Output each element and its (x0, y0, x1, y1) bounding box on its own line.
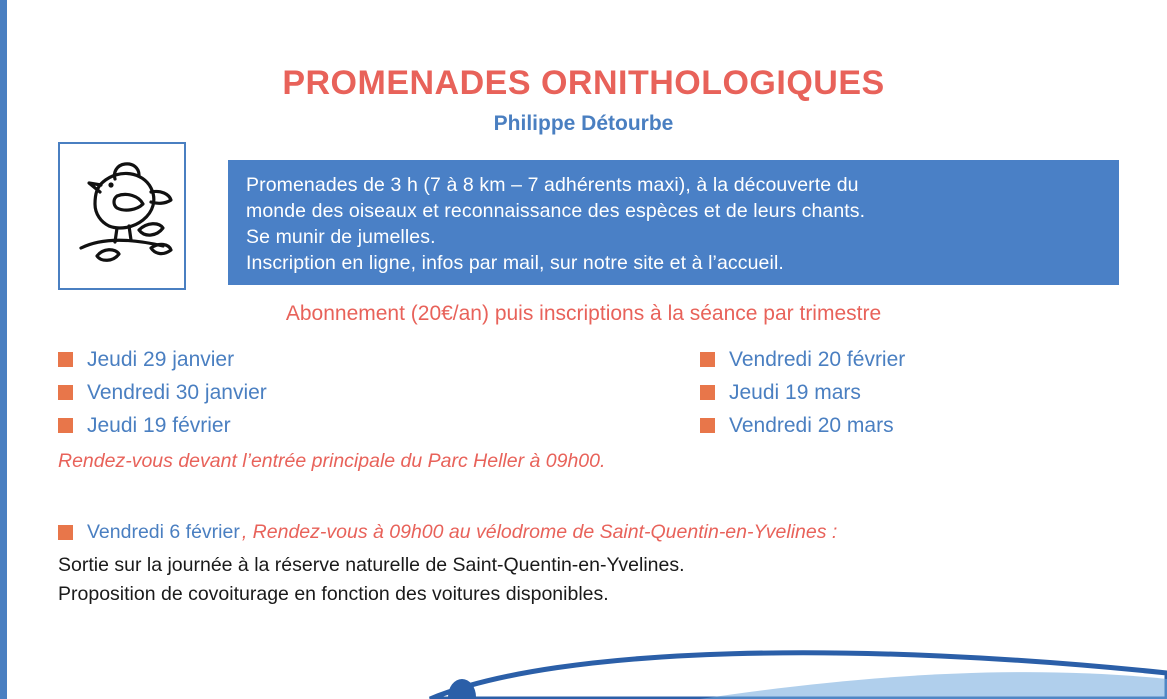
special-outing-note: , Rendez-vous à 09h00 au vélodrome de Saint-Quentin-en-Yvelines : (241, 520, 838, 543)
date-label: Jeudi 19 mars (729, 380, 861, 404)
list-item[interactable] (58, 410, 267, 441)
left-blue-rule (0, 0, 7, 699)
date-label: Vendredi 20 février (729, 347, 906, 371)
square-bullet-icon (58, 385, 73, 400)
date-label: Vendredi 30 janvier (87, 380, 267, 404)
page-subtitle: Philippe Détourbe (493, 112, 674, 135)
list-item[interactable] (58, 377, 267, 408)
description-line-4: Inscription en ligne, infos par mail, sur notre site et à l’accueil. (246, 252, 784, 274)
description-line-2: monde des oiseaux et reconnaissance des espèces et de leurs chants. (246, 200, 866, 222)
page-title: PROMENADES ORNITHOLOGIQUES (282, 64, 885, 102)
subscription-note: Abonnement (20€/an) puis inscriptions à la séance par trimestre (285, 302, 882, 325)
description-line-3: Se munir de jumelles. (246, 226, 436, 248)
special-outing-body (58, 551, 1138, 609)
square-bullet-icon (700, 385, 715, 400)
dates-column-left (58, 344, 267, 443)
square-bullet-icon (58, 525, 73, 540)
bottom-decoration (0, 639, 1167, 699)
dates-column-right (700, 344, 905, 443)
list-item[interactable] (700, 377, 905, 408)
description-line-1: Promenades de 3 h (7 à 8 km – 7 adhérents maxi), à la découverte du (246, 174, 859, 196)
square-bullet-icon (58, 352, 73, 367)
square-bullet-icon (58, 418, 73, 433)
special-outing-header[interactable] (58, 518, 1138, 546)
list-item[interactable] (700, 344, 905, 375)
square-bullet-icon (700, 352, 715, 367)
description-panel (228, 160, 1119, 285)
special-outing-section (58, 518, 1138, 609)
date-label: Vendredi 20 mars (729, 413, 894, 437)
square-bullet-icon (700, 418, 715, 433)
bird-illustration-box (58, 142, 186, 290)
special-body-line-2: Proposition de covoiturage en fonction des voitures disponibles. (58, 583, 609, 605)
special-body-line-1: Sortie sur la journée à la réserve naturelle de Saint-Quentin-en-Yvelines. (58, 554, 685, 576)
list-item[interactable] (700, 410, 905, 441)
date-label: Jeudi 29 janvier (87, 347, 235, 371)
list-item[interactable] (58, 344, 267, 375)
bird-on-branch-icon (60, 152, 184, 280)
special-outing-date: Vendredi 6 février (87, 520, 240, 543)
meeting-point-note: Rendez-vous devant l’entrée principale du Parc Heller à 09h00. (58, 450, 606, 472)
date-label: Jeudi 19 février (87, 413, 231, 437)
